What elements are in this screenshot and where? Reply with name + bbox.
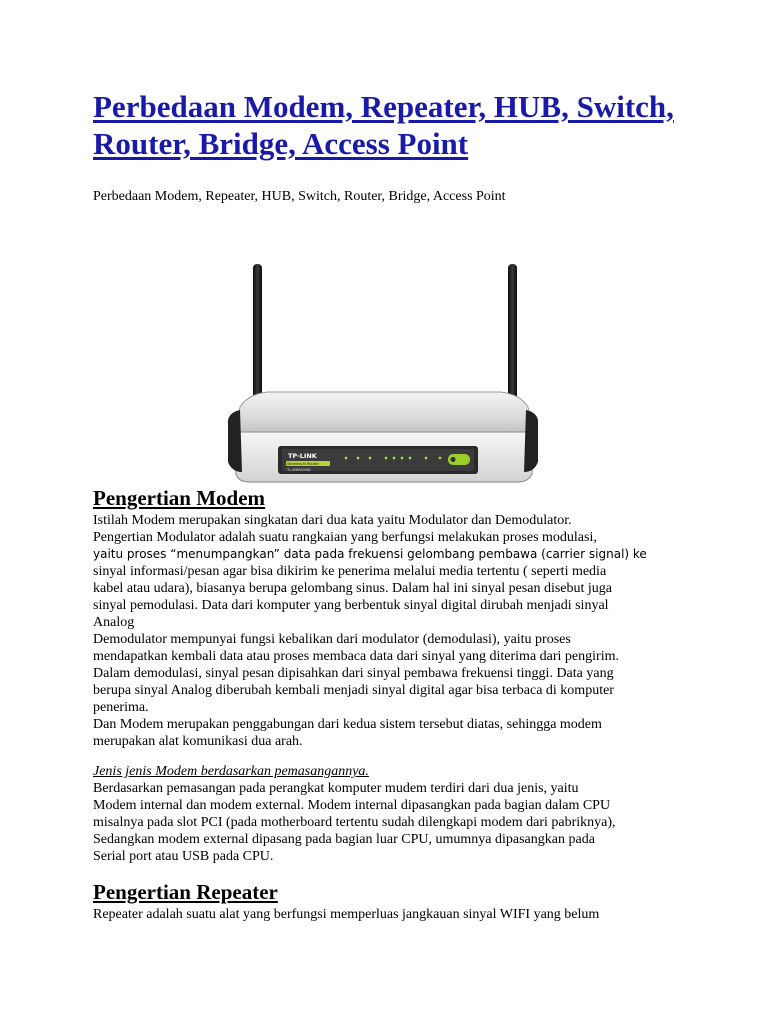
router-model: TL-WR841ND (287, 468, 311, 472)
modem-types-line: Berdasarkan pemasangan pada perangkat komputer mudem terdiri dari dua jenis, yaitu (93, 781, 579, 796)
repeater-line: Repeater adalah suatu alat yang berfungsi memperluas jangkauan sinyal WIFI yang belum (93, 907, 600, 922)
modem-line: Analog (93, 615, 135, 630)
modem-paragraph (93, 512, 693, 750)
modem-types-line: Modem internal dan modem external. Modem internal dipasangkan pada bagian dalam CPU (93, 798, 611, 813)
router-image (228, 262, 538, 486)
modem-types-line: Serial port atau USB pada CPU. (93, 849, 274, 864)
modem-line: Istilah Modem merupakan singkatan dari dua kata yaitu Modulator dan Demodulator. (93, 513, 572, 528)
router-device-name: Wireless N Router (287, 462, 319, 466)
modem-line: berupa sinyal Analog diberubah kembali menjadi sinyal digital agar bisa terbaca di komputer (93, 683, 614, 698)
document-title-line-1[interactable]: Perbedaan Modem, Repeater, HUB, Switch, (93, 89, 674, 124)
modem-line: Demodulator mempunyai fungsi kebalikan dari modulator (demodulasi), yaitu proses (93, 632, 571, 647)
modem-types-heading: Jenis jenis Modem berdasarkan pemasangannya. (93, 764, 369, 779)
document-title-line-2[interactable]: Router, Bridge, Access Point (93, 126, 469, 161)
router-brand: TP-LINK (288, 452, 317, 460)
modem-line: mendapatkan kembali data atau proses membaca data dari sinyal yang diterima dari pengirim. (93, 649, 619, 664)
modem-line: kabel atau udara), biasanya berupa gelombang sinus. Dalam hal ini sinyal pesan disebut juga (93, 581, 613, 596)
modem-line: merupakan alat komunikasi dua arah. (93, 734, 303, 749)
modem-line: penerima. (93, 700, 149, 715)
modem-line: sinyal informasi/pesan agar bisa dikirim ke penerima melalui media tertentu ( seperti media (93, 564, 607, 579)
repeater-paragraph (93, 906, 693, 923)
modem-types-paragraph (93, 780, 693, 865)
document-title[interactable] (93, 88, 693, 162)
section-heading-repeater: Pengertian Repeater (93, 880, 278, 904)
modem-line: yaitu proses “menumpangkan” data pada frekuensi gelombang pembawa (carrier signal) ke (93, 547, 647, 561)
modem-line: Dan Modem merupakan penggabungan dari kedua sistem tersebut diatas, sehingga modem (93, 717, 602, 732)
modem-types-line: Sedangkan modem external dipasang pada bagian luar CPU, umumnya dipasangkan pada (93, 832, 595, 847)
modem-line: sinyal pemodulasi. Data dari komputer yang berbentuk sinyal digital dirubah menjadi sinyal (93, 598, 609, 613)
router-front-panel (278, 446, 478, 474)
modem-line: Dalam demodulasi, sinyal pesan dipisahkan dari sinyal pembawa frekuensi tinggi. Data yang (93, 666, 614, 681)
intro-paragraph: Perbedaan Modem, Repeater, HUB, Switch, Router, Bridge, Access Point (93, 189, 506, 204)
modem-line: Pengertian Modulator adalah suatu rangkaian yang berfungsi melakukan proses modulasi, (93, 530, 597, 545)
modem-types-line: misalnya pada slot PCI (pada motherboard tertentu sudah dilengkapi modem dari pabriknya), (93, 815, 616, 830)
section-heading-modem: Pengertian Modem (93, 486, 266, 510)
